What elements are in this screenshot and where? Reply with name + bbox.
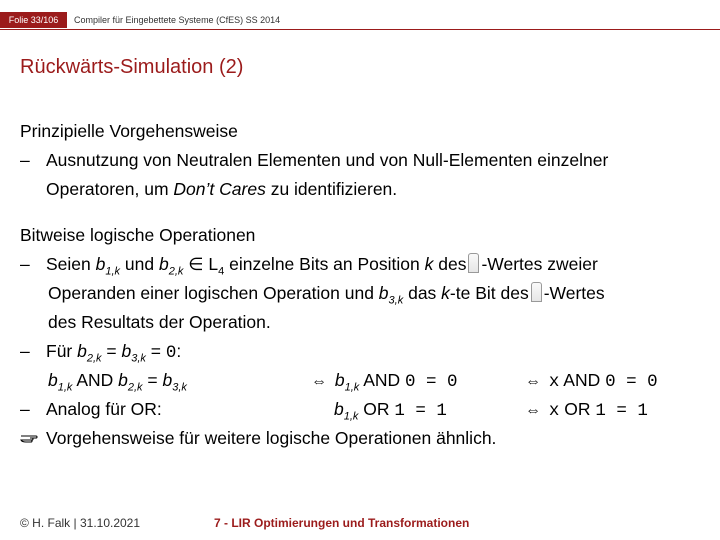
bullet-line-cont xyxy=(20,175,710,204)
var: b xyxy=(158,254,169,274)
text: Operanden einer logischen Operation und xyxy=(48,283,379,303)
bullet-text xyxy=(46,250,598,279)
bullet-line xyxy=(20,250,710,279)
bullet-line xyxy=(20,337,710,366)
course-title: Compiler für Eingebettete Systeme (CfES) SS 2014 xyxy=(74,15,281,25)
text: OR xyxy=(358,399,395,419)
text: zu identifizieren. xyxy=(265,179,398,199)
equivalence-arrow-icon: ⇔ xyxy=(525,402,541,419)
text: -te Bit des xyxy=(449,283,529,303)
slide-number: Folie 33/106 xyxy=(0,12,67,28)
slide-body xyxy=(20,117,710,453)
code: 0 xyxy=(165,343,177,363)
code: 1 = 1 xyxy=(394,401,447,421)
subscript: 1,k xyxy=(343,410,359,423)
subscript: 3,k xyxy=(172,381,187,394)
dash-bullet: – xyxy=(20,399,30,419)
text: Operatoren, um xyxy=(46,179,174,199)
var: b xyxy=(121,341,132,361)
subscript: 1,k xyxy=(105,265,121,278)
subscript: 2,k xyxy=(86,352,102,365)
subscript: 3,k xyxy=(388,294,404,307)
code: 0 = 0 xyxy=(605,372,658,392)
text: Für xyxy=(46,341,78,361)
text: Seien xyxy=(46,254,96,274)
bullet-line xyxy=(20,146,710,175)
heading-text: Prinzipielle Vorgehensweise xyxy=(20,121,238,141)
text: und xyxy=(120,254,159,274)
equation-line xyxy=(20,366,710,395)
bullet-line-cont xyxy=(20,279,710,308)
text: ∈ L xyxy=(183,254,219,274)
broken-image-icon xyxy=(531,282,542,302)
subscript: 1,k xyxy=(344,381,360,394)
slide-title: Rückwärts-Simulation (2) xyxy=(20,56,244,78)
text: AND xyxy=(559,370,606,390)
var: k xyxy=(441,283,450,303)
dash-bullet: – xyxy=(20,254,30,274)
dash-bullet: – xyxy=(20,341,30,361)
subscript: 2,k xyxy=(127,381,143,394)
equation-middle xyxy=(334,395,447,426)
footer-author-date: © H. Falk | 31.10.2021 xyxy=(20,516,141,530)
subscript: 2,k xyxy=(168,265,184,278)
bullet-line-cont xyxy=(20,308,710,337)
bullet-text xyxy=(46,175,397,204)
slide-header xyxy=(0,12,720,30)
text: AND xyxy=(72,370,119,390)
equation-middle xyxy=(308,366,458,397)
var: k xyxy=(424,254,434,274)
text: OR xyxy=(559,399,596,419)
subscript: 4 xyxy=(218,265,225,278)
emphasis: Don’t Cares xyxy=(173,179,266,199)
subscript: 3,k xyxy=(131,352,146,365)
code: x xyxy=(548,372,560,392)
var: b xyxy=(95,254,106,274)
text: des xyxy=(433,254,467,274)
equivalence-arrow-icon: ⇔ xyxy=(525,373,541,390)
bullet-text xyxy=(46,337,181,368)
var: b xyxy=(77,341,87,361)
var: b xyxy=(334,399,344,419)
equation-right xyxy=(522,366,658,397)
bullet-text: Ausnutzung von Neutralen Elementen und von Null-Elementen einzelner xyxy=(46,150,609,170)
equivalence-arrow-icon: ⇔ xyxy=(311,373,327,390)
var: b xyxy=(334,370,345,390)
code: x xyxy=(548,401,560,421)
bullet-text: Vorgehensweise für weitere logische Operationen ähnlich. xyxy=(46,428,497,448)
var: b xyxy=(162,370,173,390)
bullet-text: Analog für OR: xyxy=(46,399,162,419)
dash-bullet: – xyxy=(20,150,30,170)
text: : xyxy=(176,341,182,361)
section-heading xyxy=(20,221,710,250)
text: einzelne Bits an Position xyxy=(224,254,425,274)
bullet-line xyxy=(20,424,710,453)
equation-left xyxy=(48,366,187,395)
var: b xyxy=(378,283,389,303)
header-rule xyxy=(0,29,720,30)
bullet-text: des Resultats der Operation. xyxy=(48,312,271,332)
text: das xyxy=(403,283,442,303)
text: -Wertes xyxy=(543,283,605,303)
section-heading xyxy=(20,117,710,146)
var: b xyxy=(48,370,58,390)
spacer xyxy=(20,204,710,221)
code: 0 = 0 xyxy=(405,372,458,392)
text: -Wertes zweier xyxy=(481,254,598,274)
bullet-text xyxy=(48,279,605,308)
text: = xyxy=(101,341,122,361)
heading-text: Bitweise logische Operationen xyxy=(20,225,256,245)
broken-image-icon xyxy=(468,253,479,273)
equation-right xyxy=(522,395,648,426)
var: b xyxy=(118,370,128,390)
text: = xyxy=(145,341,166,361)
footer-chapter: 7 - LIR Optimierungen und Transformationen xyxy=(214,516,470,530)
code: 1 = 1 xyxy=(595,401,648,421)
text: AND xyxy=(359,370,406,390)
pointing-hand-icon xyxy=(20,424,38,453)
text: = xyxy=(142,370,163,390)
bullet-line xyxy=(20,395,710,424)
subscript: 1,k xyxy=(57,381,73,394)
